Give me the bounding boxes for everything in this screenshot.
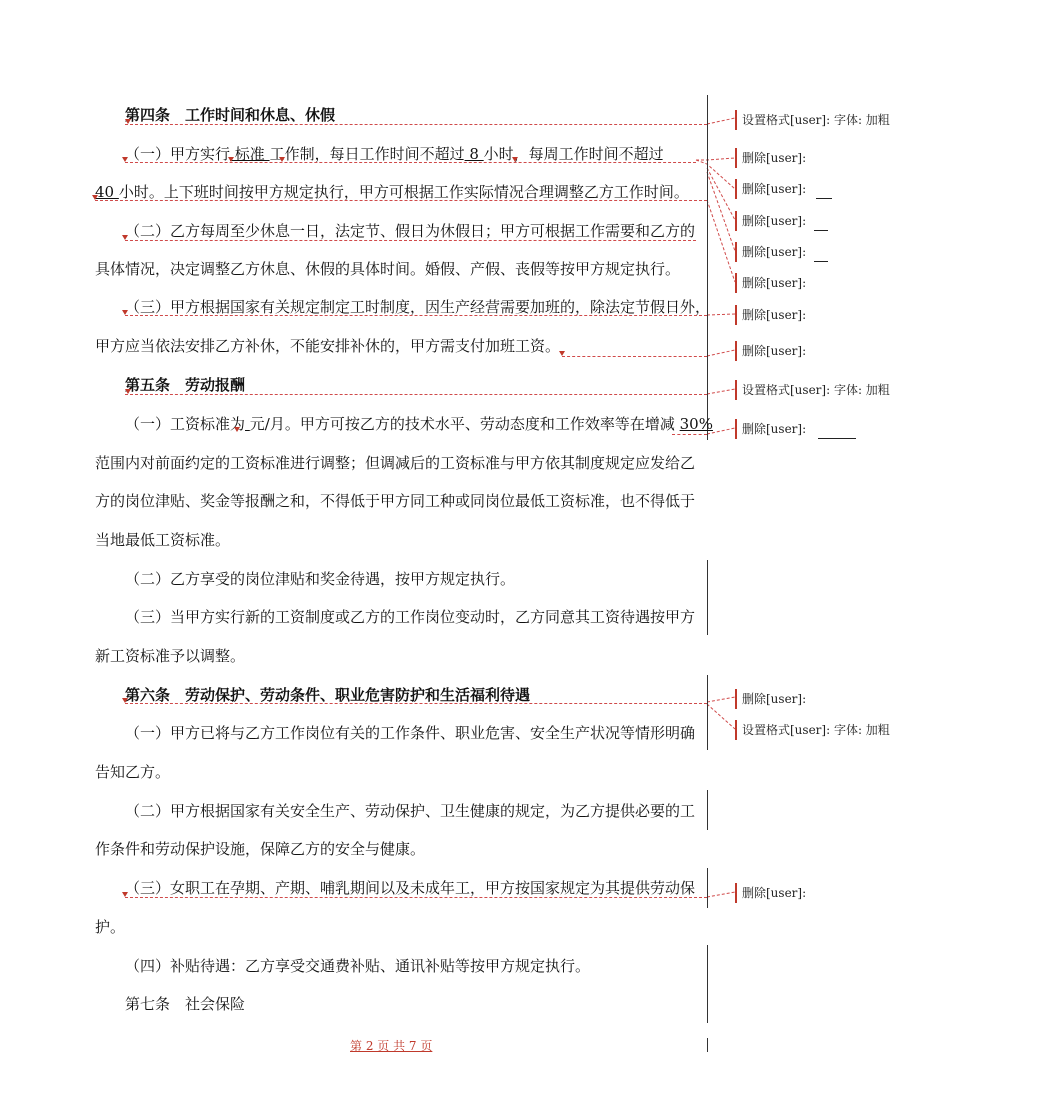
- comment-delete[interactable]: [735, 341, 806, 361]
- article-6-title: 第六条 劳动保护、劳动条件、职业危害防护和生活福利待遇: [125, 686, 531, 704]
- comment-text: 删除[user]:: [742, 886, 807, 900]
- article-4-para-3-line-1: （三）甲方根据国家有关规定制定工时制度，因生产经营需要加班的，除法定节假日外，: [125, 298, 711, 316]
- article-7-title: 第七条 社会保险: [125, 995, 246, 1013]
- margin-bar: [707, 1038, 708, 1052]
- revision-underline: [125, 240, 696, 241]
- comment-text: 设置格式[user]: 字体: 加粗: [742, 113, 890, 127]
- comment-delete[interactable]: [735, 883, 806, 903]
- article-5-para-1-line-1: [125, 414, 713, 434]
- article-5-para-3-line-2: 新工资标准予以调整。: [95, 647, 246, 665]
- comment-format-bold[interactable]: [735, 720, 890, 740]
- comment-delete[interactable]: [735, 148, 806, 168]
- article-5-para-2: （二）乙方享受的岗位津贴和奖金待遇，按甲方规定执行。: [125, 570, 516, 588]
- article-4-para-2-line-2: 具体情况，决定调整乙方休息、休假的具体时间。婚假、产假、丧假等按甲方规定执行。: [95, 260, 681, 278]
- article-5-para-1-line-3: 方的岗位津贴、奖金等报酬之和，不得低于甲方同工种或同岗位最低工资标准，也不得低于: [95, 492, 696, 510]
- article-4-para-2-line-1: （二）乙方每周至少休息一日，法定节、假日为休假日；甲方可根据工作需要和乙方的: [125, 222, 696, 240]
- deleted-blank: [814, 218, 828, 231]
- revision-marker: [228, 157, 234, 162]
- revision-underline: [95, 200, 707, 201]
- revision-marker: [512, 157, 518, 162]
- text-run: （一）工资标准为: [125, 415, 246, 433]
- revision-marker: [125, 389, 131, 394]
- revision-marker: [122, 310, 128, 315]
- revision-underline: [125, 703, 707, 704]
- article-4-para-3-line-2: 甲方应当依法安排乙方补休，不能安排补休的，甲方需支付加班工资。: [95, 337, 561, 355]
- revision-underline: [125, 897, 707, 898]
- comment-text: 设置格式[user]: 字体: 加粗: [742, 383, 890, 397]
- comment-text: 删除[user]:: [742, 214, 807, 228]
- revision-underline: [125, 162, 696, 163]
- revision-marker: [559, 351, 565, 356]
- article-5-para-1-line-2: 范围内对前面约定的工资标准进行调整；但调减后的工资标准与甲方依其制度规定应发给乙: [95, 454, 696, 472]
- revision-marker: [92, 195, 98, 200]
- article-6-para-3-line-2: 护。: [95, 918, 126, 936]
- comment-delete[interactable]: [735, 689, 806, 709]
- comment-delete[interactable]: [735, 273, 806, 293]
- article-6-para-2-line-1: （二）甲方根据国家有关安全生产、劳动保护、卫生健康的规定，为乙方提供必要的工: [125, 802, 696, 820]
- comment-format-bold[interactable]: [735, 110, 890, 130]
- revision-underline: [562, 356, 707, 357]
- comment-text: 删除[user]:: [742, 245, 807, 259]
- article-6-para-2-line-2: 作条件和劳动保护设施，保障乙方的安全与健康。: [95, 840, 426, 858]
- article-6-para-3-line-1: （三）女职工在孕期、产期、哺乳期间以及未成年工，甲方按国家规定为其提供劳动保: [125, 879, 696, 897]
- text-run: 小时。上下班时间按甲方规定执行，甲方可根据工作实际情况合理调整乙方工作时间。: [118, 183, 689, 201]
- text-run: 工作制，每日工作时间不超过: [269, 145, 465, 163]
- page-number-footer: 第 2 页 共 7 页: [350, 1039, 433, 1053]
- comment-delete[interactable]: [735, 179, 832, 199]
- article-4-title: 第四条 工作时间和休息、休假: [125, 106, 336, 124]
- revision-underline: [125, 315, 707, 316]
- text-run: 小时，每周工作时间不超过: [483, 145, 664, 163]
- margin-bar: [707, 95, 708, 440]
- margin-bar: [707, 868, 708, 908]
- comment-text: 删除[user]:: [742, 182, 807, 196]
- comment-text: 设置格式[user]: 字体: 加粗: [742, 723, 890, 737]
- revision-marker: [122, 892, 128, 897]
- revision-marker: [122, 698, 128, 703]
- margin-bar: [707, 790, 708, 830]
- field-work-system: 标准: [230, 145, 270, 163]
- comment-delete[interactable]: [735, 419, 856, 439]
- article-4-para-1-line-1: [125, 144, 664, 164]
- article-6-para-1-line-2: 告知乙方。: [95, 763, 171, 781]
- revision-underline: [125, 124, 707, 125]
- revision-underline: [125, 394, 707, 395]
- revision-marker: [234, 427, 240, 432]
- comment-text: 删除[user]:: [742, 308, 807, 322]
- comment-delete[interactable]: [735, 305, 806, 325]
- comment-text: 删除[user]:: [742, 151, 807, 165]
- text-run: （一）甲方实行: [125, 145, 231, 163]
- margin-bar: [707, 945, 708, 1023]
- field-weekly-hours: 40: [95, 183, 119, 201]
- deleted-blank: [818, 426, 856, 439]
- revision-marker: [122, 157, 128, 162]
- margin-bar: [707, 560, 708, 635]
- article-5-title: 第五条 劳动报酬: [125, 376, 246, 394]
- margin-bar: [707, 675, 708, 750]
- revision-marker: [122, 235, 128, 240]
- article-5-para-1-line-4: 当地最低工资标准。: [95, 531, 231, 549]
- deleted-blank: [814, 249, 828, 262]
- comment-text: 删除[user]:: [742, 422, 807, 436]
- comment-text: 删除[user]:: [742, 344, 807, 358]
- revision-underline: [672, 434, 707, 435]
- comment-format-bold[interactable]: [735, 380, 890, 400]
- revision-marker: [125, 119, 131, 124]
- field-adjust-range: 30%: [679, 415, 713, 433]
- article-4-para-1-line-2: [95, 182, 689, 202]
- comment-text: 删除[user]:: [742, 276, 807, 290]
- article-6-para-1-line-1: （一）甲方已将与乙方工作岗位有关的工作条件、职业危害、安全生产状况等情形明确: [125, 724, 696, 742]
- comment-delete[interactable]: [735, 242, 828, 262]
- deleted-blank: [816, 186, 832, 199]
- comment-delete[interactable]: [735, 211, 828, 231]
- text-run: 元/月。甲方可按乙方的技术水平、劳动态度和工作效率等在增减: [249, 415, 680, 433]
- comment-text: 删除[user]:: [742, 692, 807, 706]
- article-5-para-3-line-1: （三）当甲方实行新的工资制度或乙方的工作岗位变动时，乙方同意其工资待遇按甲方: [125, 608, 696, 626]
- revision-marker: [279, 157, 285, 162]
- field-daily-hours: 8: [464, 145, 484, 163]
- article-6-para-4: （四）补贴待遇：乙方享受交通费补贴、通讯补贴等按甲方规定执行。: [125, 957, 591, 975]
